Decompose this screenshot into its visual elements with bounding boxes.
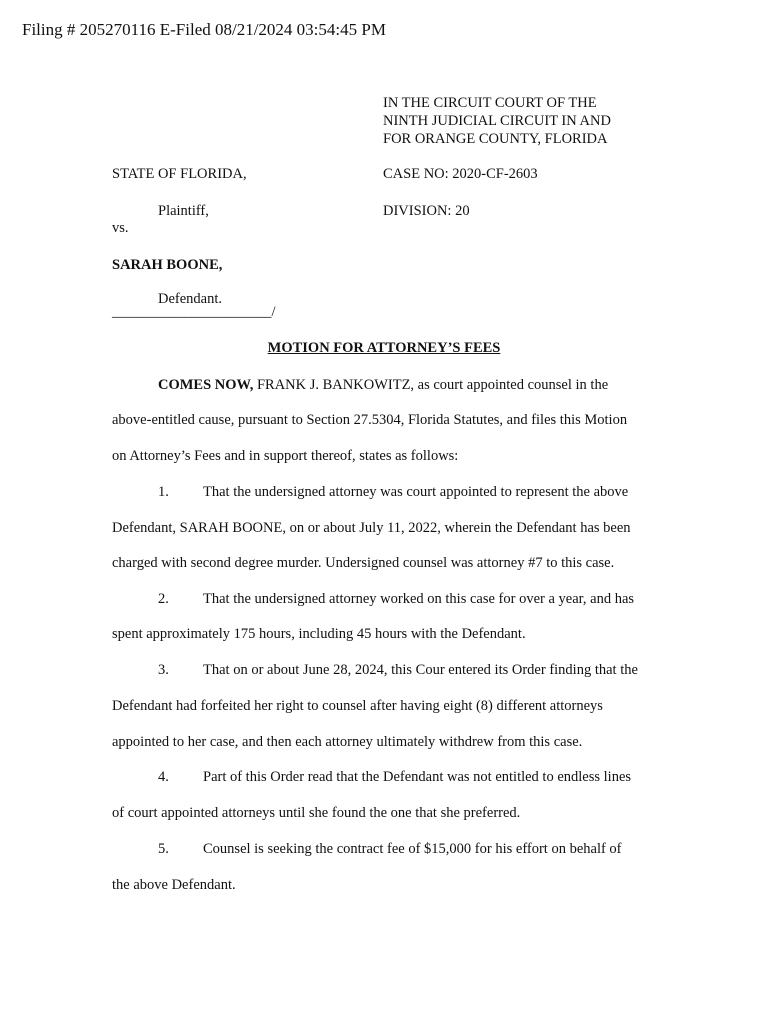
paragraph-1-line-2: Defendant, SARAH BOONE, on or about July 11, 2022, wherein the Defendant has been (112, 520, 631, 536)
versus-label: vs. (112, 220, 129, 236)
court-name-line-1: IN THE CIRCUIT COURT OF THE (383, 95, 597, 111)
court-name-line-2: NINTH JUDICIAL CIRCUIT IN AND (383, 113, 611, 129)
division: DIVISION: 20 (383, 203, 470, 219)
paragraph-2-number: 2. (158, 591, 169, 607)
caption-signature-rule: ______________________/ (112, 304, 276, 320)
paragraph-4-line-2: of court appointed attorneys until she found the one that she preferred. (112, 805, 521, 821)
paragraph-3-number: 3. (158, 662, 169, 678)
intro-lead: COMES NOW, (158, 377, 254, 393)
paragraph-5-line-1: Counsel is seeking the contract fee of $15,000 for his effort on behalf of (203, 841, 622, 857)
motion-title: MOTION FOR ATTORNEY’S FEES (267, 340, 501, 356)
paragraph-1-line-1: That the undersigned attorney was court appointed to represent the above (203, 484, 629, 500)
intro-line-1-text: FRANK J. BANKOWITZ, as court appointed counsel in the (253, 377, 609, 393)
defendant-name: SARAH BOONE, (112, 257, 223, 273)
plaintiff-role: Plaintiff, (158, 203, 209, 219)
paragraph-3-line-3: appointed to her case, and then each attorney ultimately withdrew from this case. (112, 734, 583, 750)
filing-stamp: Filing # 205270116 E-Filed 08/21/2024 03:54:45 PM (22, 20, 386, 39)
intro-line-3: on Attorney’s Fees and in support thereof, states as follows: (112, 448, 459, 464)
paragraph-4-line-1: Part of this Order read that the Defendant was not entitled to endless lines (203, 769, 632, 785)
intro-line-1 (158, 377, 608, 394)
paragraph-2-line-1: That the undersigned attorney worked on this case for over a year, and has (203, 591, 635, 607)
defendant-role: Defendant. (158, 291, 223, 307)
intro-line-2: above-entitled cause, pursuant to Section 27.5304, Florida Statutes, and files this Motion (112, 412, 628, 428)
paragraph-4-number: 4. (158, 769, 169, 785)
paragraph-3-line-1: That on or about June 28, 2024, this Cour entered its Order finding that the (203, 662, 638, 678)
paragraph-5-line-2: the above Defendant. (112, 877, 236, 893)
paragraph-1-number: 1. (158, 484, 169, 500)
paragraph-1-line-3: charged with second degree murder. Undersigned counsel was attorney #7 to this case. (112, 555, 615, 571)
case-number: CASE NO: 2020-CF-2603 (383, 166, 538, 182)
paragraph-5-number: 5. (158, 841, 169, 857)
court-name-line-3: FOR ORANGE COUNTY, FLORIDA (383, 131, 608, 147)
plaintiff-name: STATE OF FLORIDA, (112, 166, 247, 182)
paragraph-2-line-2: spent approximately 175 hours, including 45 hours with the Defendant. (112, 626, 526, 642)
paragraph-3-line-2: Defendant had forfeited her right to counsel after having eight (8) different attorneys (112, 698, 603, 714)
